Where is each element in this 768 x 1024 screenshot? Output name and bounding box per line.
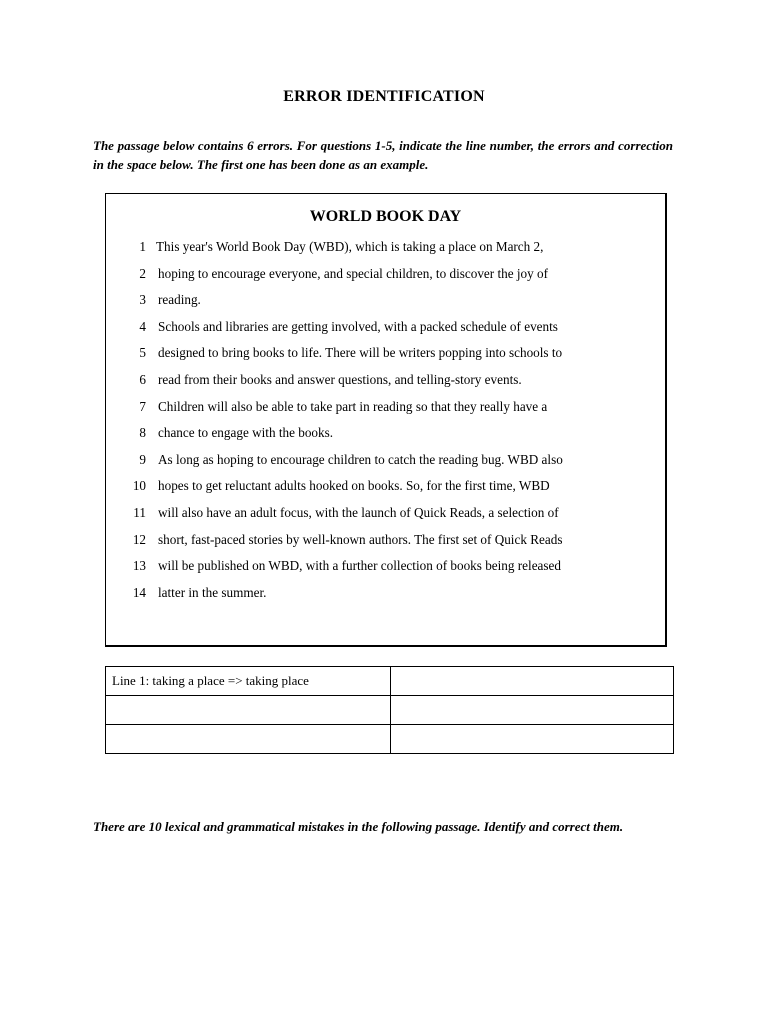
line-text: will also have an adult focus, with the launch of Quick Reads, a selection of [158, 504, 559, 520]
line-number: 11 [133, 504, 146, 520]
passage-line [106, 261, 665, 288]
line-number: 4 [139, 318, 146, 334]
answer-cell[interactable]: Line 1: taking a place => taking place [106, 667, 391, 696]
line-number: 9 [139, 451, 146, 467]
line-number: 5 [139, 345, 146, 361]
line-number: 1 [139, 239, 146, 254]
line-number: 12 [132, 531, 146, 547]
passage-line [106, 473, 665, 500]
line-text: As long as hoping to encourage children to catch the reading bug. WBD also [158, 451, 563, 467]
passage-line [106, 234, 665, 261]
passage-line [106, 527, 665, 554]
line-number: 3 [139, 292, 146, 308]
answer-cell[interactable] [106, 696, 391, 725]
line-number: 10 [132, 478, 146, 494]
instructions-errors: The passage below contains 6 errors. For questions 1-5, indicate the line number, the errors and correction in the space below. The first one has been done as an example. [93, 138, 673, 172]
line-text: read from their books and answer questions, and telling-story events. [158, 371, 522, 387]
passage-line [106, 287, 665, 314]
passage-line [106, 340, 665, 367]
passage-line [106, 500, 665, 527]
table-row [106, 667, 674, 696]
passage-line [106, 447, 665, 474]
line-text: Schools and libraries are getting involved, with a packed schedule of events [158, 318, 558, 334]
line-number: 14 [132, 584, 146, 600]
answer-cell[interactable] [391, 725, 674, 754]
answer-cell[interactable] [106, 725, 391, 754]
line-text: will be published on WBD, with a further collection of books being released [158, 558, 561, 574]
line-text: latter in the summer. [158, 584, 267, 600]
line-number: 7 [139, 398, 146, 414]
passage-line [106, 367, 665, 394]
line-text: This year's World Book Day (WBD), which is taking a place on March 2, [156, 239, 544, 254]
passage-line [106, 420, 665, 447]
line-text: hoping to encourage everyone, and special children, to discover the joy of [158, 265, 548, 281]
passage-line [106, 553, 665, 580]
line-number: 13 [132, 558, 146, 574]
passage-line [106, 580, 665, 607]
line-text: hopes to get reluctant adults hooked on books. So, for the first time, WBD [158, 478, 550, 494]
passage-title: WORLD BOOK DAY [309, 208, 462, 225]
page-title: ERROR IDENTIFICATION [283, 88, 485, 105]
line-text: reading. [158, 292, 201, 308]
passage-line [106, 394, 665, 421]
passage-lines [106, 234, 665, 606]
passage-box [105, 193, 667, 647]
answer-cell[interactable] [391, 667, 674, 696]
answer-table [105, 666, 674, 754]
line-number: 6 [139, 371, 146, 387]
instructions-mistakes: There are 10 lexical and grammatical mistakes in the following passage. Identify and correct them. [93, 819, 624, 834]
line-text: short, fast-paced stories by well-known authors. The first set of Quick Reads [158, 531, 563, 547]
line-text: designed to bring books to life. There will be writers popping into schools to [158, 345, 563, 361]
table-row [106, 725, 674, 754]
table-row [106, 696, 674, 725]
line-number: 2 [139, 265, 146, 281]
line-text: Children will also be able to take part in reading so that they really have a [158, 398, 548, 414]
answer-cell[interactable] [391, 696, 674, 725]
line-number: 8 [139, 425, 146, 441]
passage-line [106, 314, 665, 341]
line-text: chance to engage with the books. [158, 425, 334, 441]
